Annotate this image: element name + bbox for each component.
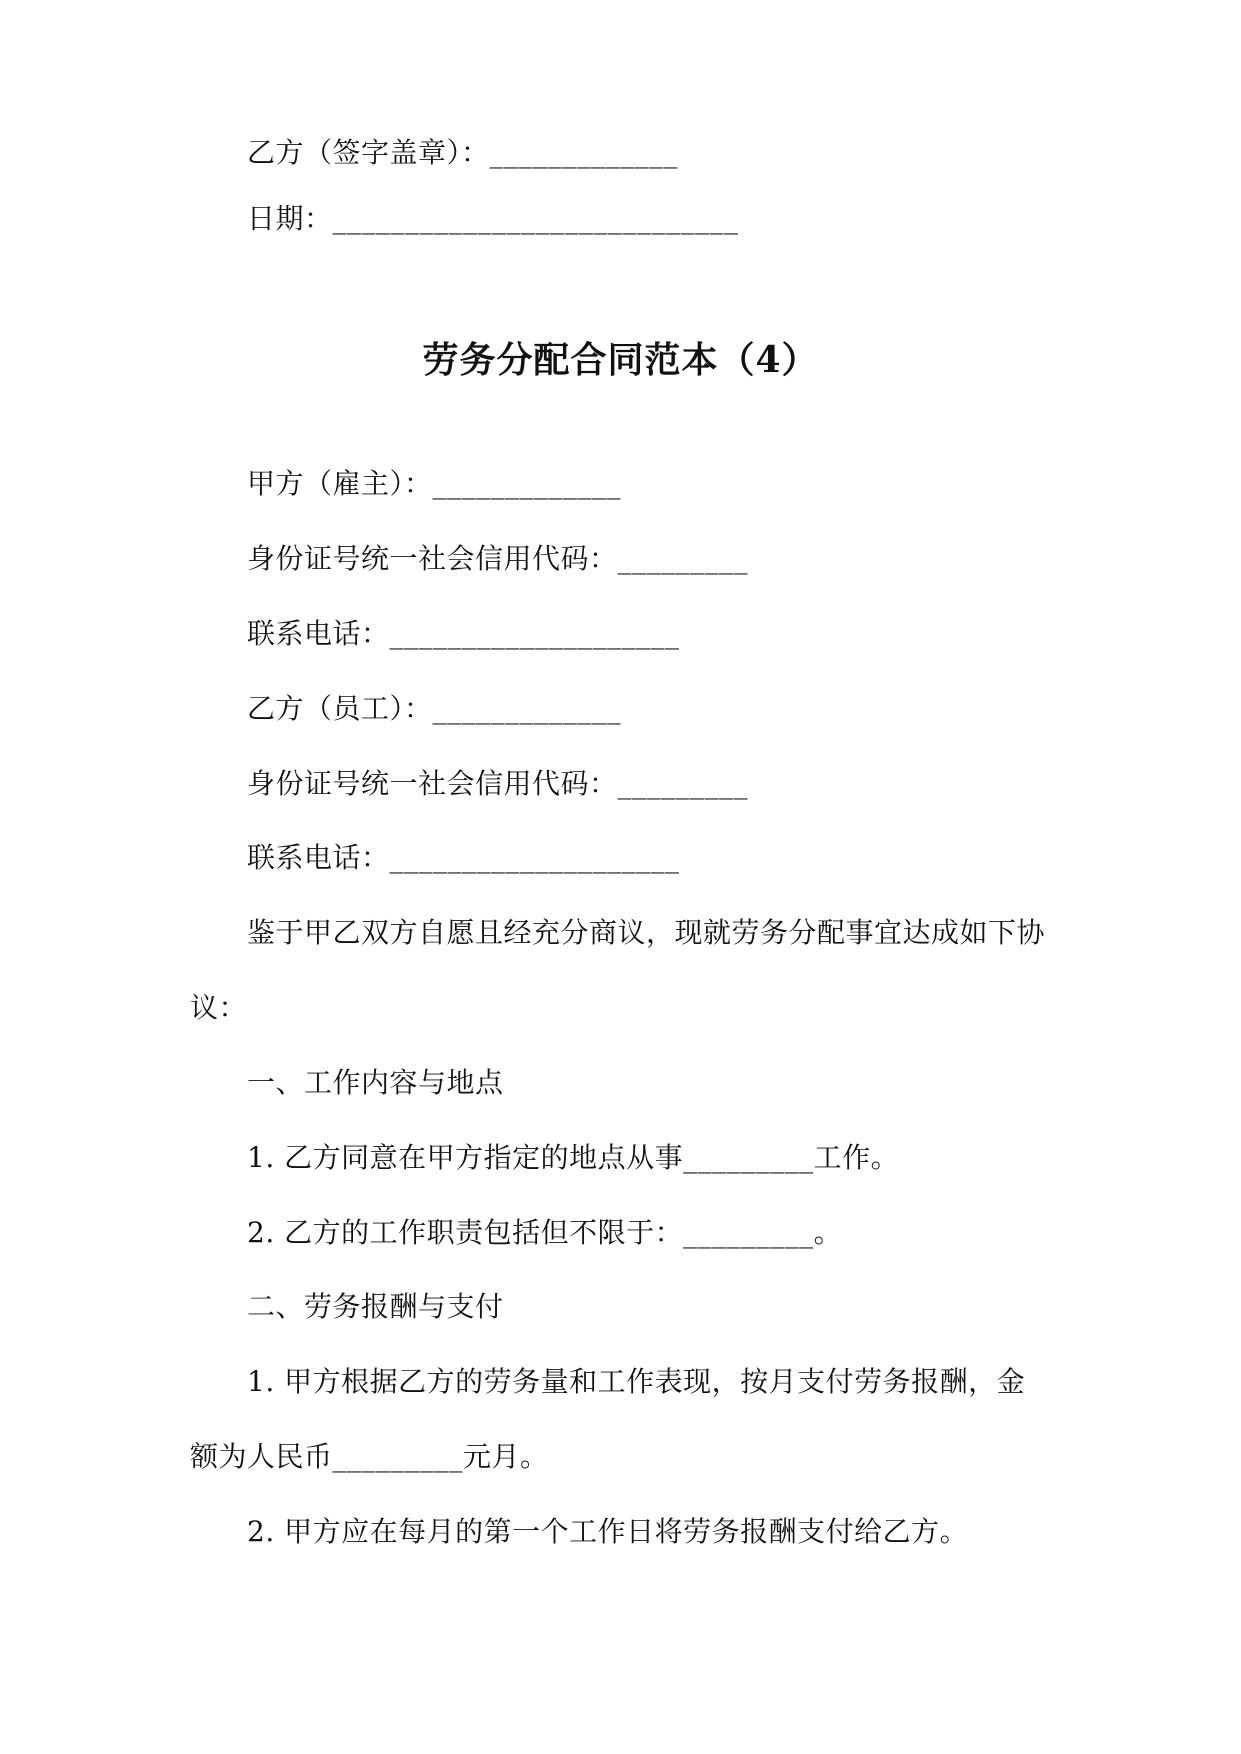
section-1-heading: 一、工作内容与地点 xyxy=(247,1066,504,1099)
section-2-item-1-line-2: 额为人民币_________元月。 xyxy=(190,1440,549,1473)
party-a-id-line: 身份证号统一社会信用代码：_________ xyxy=(247,542,749,575)
date-line: 日期：____________________________ xyxy=(247,202,739,235)
party-a-phone-line: 联系电话：____________________ xyxy=(247,617,680,650)
party-b-phone-line: 联系电话：____________________ xyxy=(247,841,680,874)
party-a-line: 甲方（雇主）：_____________ xyxy=(247,467,622,500)
section-2-item-1-line-1: 1. 甲方根据乙方的劳务量和工作表现，按月支付劳务报酬，金 xyxy=(247,1365,1026,1398)
preamble-line-1: 鉴于甲乙双方自愿且经充分商议，现就劳务分配事宜达成如下协 xyxy=(247,916,1046,949)
section-2-heading: 二、劳务报酬与支付 xyxy=(247,1290,504,1323)
party-b-id-line: 身份证号统一社会信用代码：_________ xyxy=(247,767,749,800)
section-1-item-1: 1. 乙方同意在甲方指定的地点从事_________工作。 xyxy=(247,1141,900,1174)
document-title: 劳务分配合同范本（4） xyxy=(422,339,819,381)
preamble-line-2: 议： xyxy=(190,991,248,1024)
party-b-signature-line: 乙方（签字盖章）：_____________ xyxy=(247,136,679,169)
party-b-line: 乙方（员工）：_____________ xyxy=(247,692,622,725)
section-2-item-2: 2. 甲方应在每月的第一个工作日将劳务报酬支付给乙方。 xyxy=(247,1515,969,1548)
section-1-item-2: 2. 乙方的工作职责包括但不限于：_________。 xyxy=(247,1216,843,1249)
